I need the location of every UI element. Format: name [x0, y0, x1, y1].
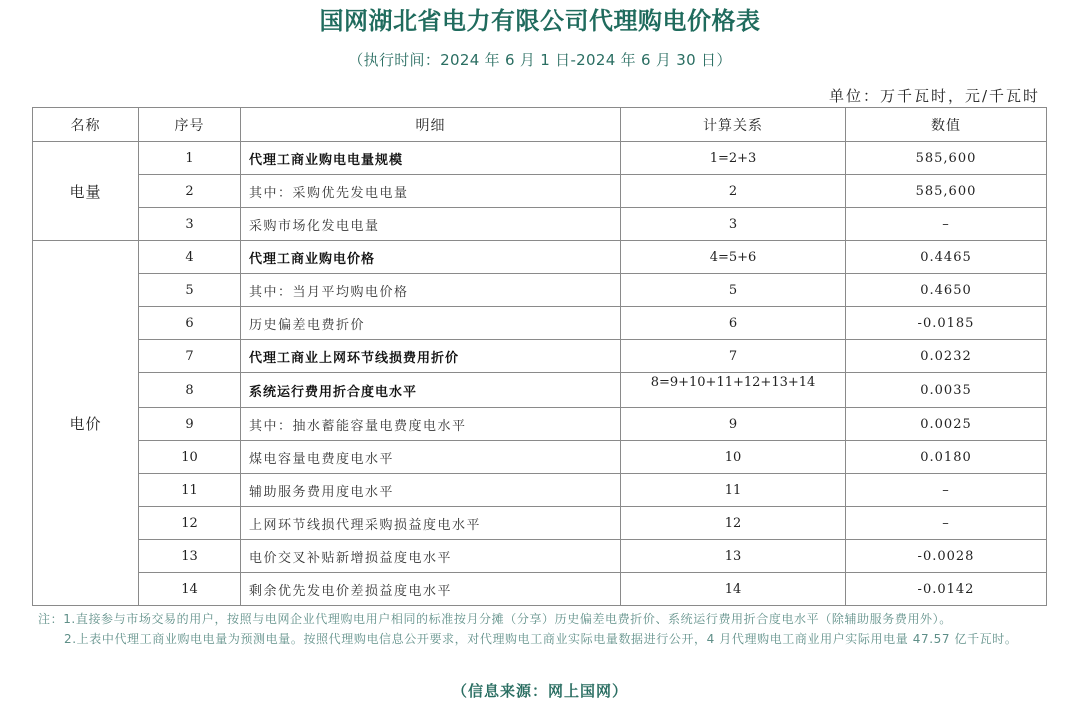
effective-period: （执行时间：2024 年 6 月 1 日-2024 年 6 月 30 日） [348, 51, 732, 69]
row-formula: 2 [621, 175, 846, 208]
table-row [33, 408, 1047, 441]
table-row [33, 474, 1047, 507]
row-detail: 代理工商业购电电量规模 [241, 142, 621, 175]
group-electricity-price: 电价 [33, 241, 139, 606]
row-detail: 其中：采购优先发电电量 [241, 175, 621, 208]
row-formula: 11 [621, 474, 846, 507]
row-detail: 代理工商业购电价格 [241, 241, 621, 274]
row-no: 6 [139, 307, 241, 340]
col-header-no: 序号 [139, 108, 241, 142]
row-detail: 系统运行费用折合度电水平 [241, 373, 621, 408]
row-formula: 8=9+10+11+12+13+14 [621, 373, 846, 408]
table-row [33, 208, 1047, 241]
row-formula: 1=2+3 [621, 142, 846, 175]
group-electricity-volume: 电量 [33, 142, 139, 241]
table-row [33, 142, 1047, 175]
row-formula: 9 [621, 408, 846, 441]
row-formula: 12 [621, 507, 846, 540]
row-formula: 7 [621, 340, 846, 373]
row-value: -0.0185 [846, 307, 1047, 340]
row-formula: 13 [621, 540, 846, 573]
row-value: -0.0142 [846, 573, 1047, 606]
row-value: 585,600 [846, 142, 1047, 175]
row-no: 14 [139, 573, 241, 606]
row-no: 11 [139, 474, 241, 507]
notes [38, 609, 1048, 649]
row-no: 1 [139, 142, 241, 175]
row-value: – [846, 208, 1047, 241]
page-title: 国网湖北省电力有限公司代理购电价格表 [319, 7, 761, 35]
row-no: 3 [139, 208, 241, 241]
row-value: – [846, 474, 1047, 507]
table-row [33, 373, 1047, 408]
row-detail: 代理工商业上网环节线损费用折价 [241, 340, 621, 373]
row-detail: 煤电容量电费度电水平 [241, 441, 621, 474]
row-formula: 6 [621, 307, 846, 340]
row-no: 12 [139, 507, 241, 540]
col-header-detail: 明细 [241, 108, 621, 142]
note-1: 注：1.直接参与市场交易的用户，按照与电网企业代理购电用户相同的标准按月分摊（分享）历史偏差电费折价、系统运行费用折合度电水平（除辅助服务费用外）。 [38, 612, 952, 626]
table-row [33, 507, 1047, 540]
row-no: 4 [139, 241, 241, 274]
table-row [33, 175, 1047, 208]
row-detail: 采购市场化发电电量 [241, 208, 621, 241]
row-formula: 10 [621, 441, 846, 474]
row-no: 9 [139, 408, 241, 441]
unit-label: 单位：万千瓦时，元/千瓦时 [828, 87, 1040, 105]
row-detail: 其中：当月平均购电价格 [241, 274, 621, 307]
row-value: 0.4465 [846, 241, 1047, 274]
row-formula: 14 [621, 573, 846, 606]
row-formula: 4=5+6 [621, 241, 846, 274]
table-row [33, 274, 1047, 307]
price-table [32, 107, 1047, 606]
row-detail: 剩余优先发电价差损益度电水平 [241, 573, 621, 606]
row-detail: 其中：抽水蓄能容量电费度电水平 [241, 408, 621, 441]
row-detail: 电价交叉补贴新增损益度电水平 [241, 540, 621, 573]
row-no: 8 [139, 373, 241, 408]
row-value: 585,600 [846, 175, 1047, 208]
row-value: 0.0232 [846, 340, 1047, 373]
row-detail: 辅助服务费用度电水平 [241, 474, 621, 507]
row-value: 0.4650 [846, 274, 1047, 307]
row-no: 13 [139, 540, 241, 573]
table-row [33, 340, 1047, 373]
row-value: 0.0035 [846, 373, 1047, 408]
info-source: （信息来源：网上国网） [451, 682, 628, 700]
row-no: 10 [139, 441, 241, 474]
table-row [33, 540, 1047, 573]
table-header-row [33, 108, 1047, 142]
table-row [33, 573, 1047, 606]
row-formula: 5 [621, 274, 846, 307]
note-2: 2.上表中代理工商业购电电量为预测电量。按照代理购电信息公开要求，对代理购电工商业实际电量数据进行公开，4 月代理购电工商业用户实际用电量 47.57 亿千瓦时。 [64, 632, 1018, 646]
row-value: 0.0180 [846, 441, 1047, 474]
table-row [33, 307, 1047, 340]
col-header-value: 数值 [846, 108, 1047, 142]
row-formula: 3 [621, 208, 846, 241]
table-row [33, 241, 1047, 274]
row-detail: 上网环节线损代理采购损益度电水平 [241, 507, 621, 540]
table-row [33, 441, 1047, 474]
row-value: 0.0025 [846, 408, 1047, 441]
row-detail: 历史偏差电费折价 [241, 307, 621, 340]
col-header-formula: 计算关系 [621, 108, 846, 142]
col-header-name: 名称 [33, 108, 139, 142]
row-value: -0.0028 [846, 540, 1047, 573]
row-no: 2 [139, 175, 241, 208]
row-value: – [846, 507, 1047, 540]
row-no: 5 [139, 274, 241, 307]
row-no: 7 [139, 340, 241, 373]
